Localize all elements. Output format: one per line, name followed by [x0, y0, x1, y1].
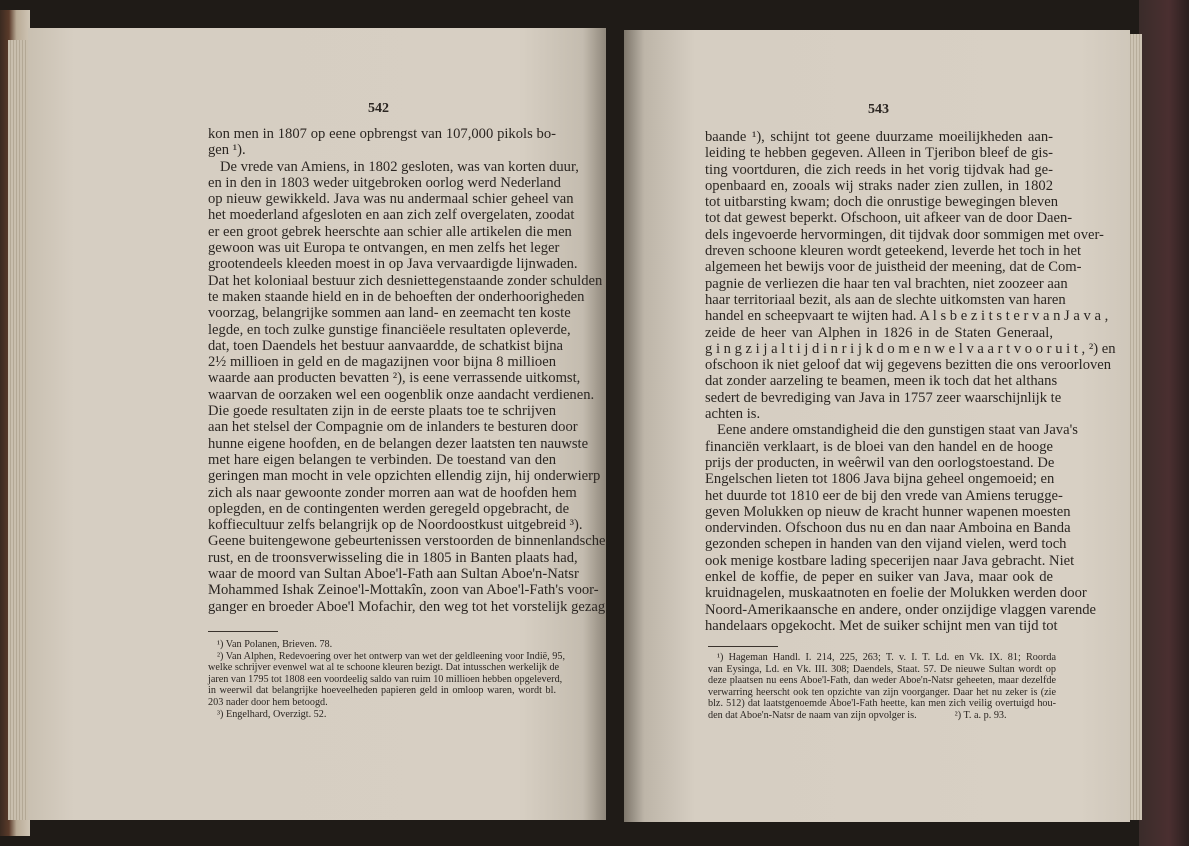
text-line: gezonden schepen in handen van den vijand vielen, werd toch: [705, 536, 1067, 553]
text-line: voorzag, belangrijke sommen aan land- en zeemacht ten koste: [208, 305, 571, 322]
text-line: ting voortduren, die zich reeds in het vorig tijdvak had ge-: [705, 161, 1053, 178]
footnote-rule-left: [208, 631, 278, 632]
text-line: Mohammed Ishak Zeinoe'l-Mottakîn, zoon van Aboe'l-Fath's voor-: [208, 582, 599, 599]
footnote-line: [708, 652, 1056, 664]
footnote-text: ¹) Hageman Handl. I. 214, 225, 263; T. v. I. T. Ld. en Vk. IX. 81; Roorda: [717, 652, 1056, 663]
text-line: dat zonder aarzeling te beamen, meen ik toch dat het althans: [705, 373, 1058, 390]
text-line: legde, en toch zulke gunstige financiëele resultaten opleverde,: [208, 321, 571, 338]
footnote-line: [208, 673, 563, 686]
footnote-text: in weerwil dat belangrijke hoeveelheden papieren geld in omloop waren, wordt bl.: [208, 685, 556, 697]
text-line: er een groot gebrek heerschte aan schier alle artikelen die men: [208, 223, 572, 240]
text-line: Eene andere omstandigheid die den gunstigen staat van Java's: [717, 422, 1078, 439]
text-line: waar de moord van Sultan Aboe'l-Fath aan Sultan Aboe'n-Natsr: [208, 566, 579, 583]
text-line: financiën verklaart, is de bloei van den handel en de hooge: [705, 438, 1053, 455]
footnote-text: jaren van 1795 tot 1808 een voordeelig saldo van ruim 10 millioen hebben opgeleverd,: [208, 673, 563, 685]
text-line: waarvan de oorzaken wel een oogenblik onze aandacht verdienen.: [208, 386, 595, 403]
text-line: tot uitbarsting kwam; doch die onrustige bewegingen bleven: [705, 194, 1059, 211]
footnote-text: van Eysinga, Ld. en Vk. III. 308; Daendels, Staat. 57. De nieuwe Sultan wordt op: [708, 663, 1056, 675]
text-line: oplegden, en de contingenten werden geregeld opgebracht, de: [208, 500, 570, 517]
text-line: het duurde tot 1810 eer de bij den vrede van Amiens terugge-: [705, 487, 1063, 504]
footnote-line: [208, 639, 556, 651]
text-line: Noord-Amerikaansche en andere, onder onzijdige vlaggen varende: [705, 601, 1097, 618]
text-line: handelaars opgekocht. Met de suiker schijnt men van tijd tot: [705, 617, 1058, 634]
text-line: Die goede resultaten zijn in de eerste plaats toe te schrijven: [208, 403, 556, 420]
book-cover-right: [1139, 0, 1189, 846]
text-line: ofschoon ik niet geloof dat wij gegevens bezitten die ons veroorloven: [705, 357, 1112, 374]
text-line: Dat het koloniaal bestuur zich desniettegenstaande zonder schulden: [208, 272, 603, 289]
footnote-text: verwarring heerscht ook ten opzichte van zijn voorganger. Daar het nu zeker is (zie: [708, 686, 1056, 698]
text-line: kruidnagelen, muskaatnoten en foelie der Molukken werden door: [705, 585, 1087, 602]
text-line: ganger en broeder Aboe'l Mofachir, den weg tot het vorstelijk gezag: [208, 598, 606, 615]
footnote-line: [208, 650, 566, 663]
text-line: op nieuw gewikkeld. Java was nu andermaal schier geheel van: [208, 191, 574, 208]
text-line: met hare eigen belangen te verbinden. De toestand van den: [208, 451, 556, 468]
footnote-text: blz. 512) dat laatstgenoemde Aboe'l-Fath heette, kan men zich veilig overtuigd hou-: [708, 698, 1056, 710]
text-line: het moederland afgesloten en aan zich zelf overgelaten, zoodat: [208, 207, 575, 224]
text-line: baande ¹), schijnt tot geene duurzame moeilijkheden aan-: [705, 129, 1053, 145]
footnote-rule-right: [708, 646, 778, 647]
page-number-right: 543: [868, 102, 889, 117]
text-line: achten is.: [705, 406, 761, 423]
text-line: Engelschen lieten tot 1806 Java bijna geheel ongemoeid; en: [705, 471, 1055, 488]
footnote-text: welke schrijver evenwel wat al te schoone kleuren bezigt. Dat intusschen werkelijk de: [208, 662, 560, 674]
footnote-line: [708, 698, 1056, 710]
text-line: g i n g z i j a l t i j d i n r i j k d o m e n w e l v a a r t v o o r u i t , ²) en: [705, 340, 1116, 357]
footnote-text: den dat Aboe'n-Natsr de naam van zijn opvolger is.: [708, 709, 917, 721]
text-line: en in den in 1803 weder uitgebroken oorlog werd Nederland: [208, 174, 561, 191]
text-line: ook menige kostbare lading specerijen naar Java gebracht. Niet: [705, 552, 1075, 569]
footnote-line: [208, 662, 560, 674]
text-line: De vrede van Amiens, in 1802 gesloten, was van korten duur,: [220, 158, 579, 175]
text-line: enkel de koffie, de peper en suiker van Java, maar ook de: [705, 569, 1053, 586]
text-line: zeide de heer van Alphen in 1826 in de Staten Generaal,: [705, 324, 1053, 341]
text-line: geven Molukken op nieuw de kracht hunner wapenen moesten: [705, 503, 1071, 520]
text-line: dat, toen Daendels het bestuur aanvaardde, de schatkist bijna: [208, 337, 563, 354]
text-line: hunne eigene hoofden, en de belangen dezer laatsten ten nauwste: [208, 435, 589, 452]
text-line: ondervinden. Ofschoon dus nu en dan naar Amboina en Banda: [705, 520, 1071, 537]
text-line: grootendeels kleeden moest in op Java vervaardigde lijnwaden.: [208, 256, 578, 273]
footnotes-left: [208, 639, 566, 720]
footnotes-right: [708, 652, 1056, 722]
page-stack-left: [8, 40, 30, 820]
footnote-line: [708, 687, 1056, 699]
text-line: koffiecultuur zelfs belangrijk op de Noordoostkust uitgebreid ³).: [208, 517, 583, 534]
text-line: openbaard en, zooals wij straks nader zien zullen, in 1802: [705, 177, 1053, 194]
text-line: gewoon was uit Europa te ontvangen, en men zelfs het leger: [208, 240, 560, 257]
text-line: prijs der producten, in weêrwil van den oorlogstoestand. De: [705, 454, 1055, 471]
text-line: waarde aan producten bevatten ²), is eene verrassende uitkomst,: [208, 370, 581, 387]
text-line: geringen man mocht in vele opzichten ellendig zijn, hij onderwierp: [208, 468, 601, 485]
footnote-text: deze plaatsen nu eens Aboe'l-Fath, dan weder Aboe'n-Natsr geheeten, maar dezelfde: [708, 675, 1056, 687]
page-body-left: [208, 126, 606, 615]
footnote-line: [708, 675, 1056, 687]
footnote-text: ²) Van Alphen, Redevoering over het ontwerp van wet der geldleening voor Indië, 95,: [217, 650, 566, 662]
text-line: haar territoriaal bezit, als aan de slechte uitkomsten van haren: [705, 291, 1066, 308]
text-line: handel en scheepvaart te wijten had. A l s b e z i t s t e r v a n J a v a ,: [705, 308, 1109, 325]
footnote-text: ³) Engelhard, Overzigt. 52.: [217, 708, 327, 720]
text-line: Geene buitengewone gebeurtenissen verstoorden de binnenlandsche: [208, 533, 606, 550]
text-line: te maken staande hield en in de behoeften der onderhoorigheden: [208, 288, 585, 305]
page-number-left: 542: [368, 101, 389, 116]
footnote-text: 203 nader door hem betoogd.: [208, 696, 328, 708]
footnote-line: [208, 697, 556, 709]
text-line: 2½ millioen in geld en de magazijnen voor bijna 8 millioen: [208, 354, 556, 371]
text-line: gen ¹).: [208, 142, 246, 159]
text-line: tot dat gewest beperkt. Ofschoon, uit afkeer van de door Daen-: [705, 210, 1073, 227]
text-line: aan het stelsel der Compagnie om de inlanders te besturen door: [208, 419, 578, 436]
footnote-line: [208, 709, 556, 721]
text-line: leiding te hebben gegeven. Alleen in Tjeribon bleef de gis-: [705, 145, 1053, 162]
footnote-text: ¹) Van Polanen, Brieven. 78.: [217, 639, 333, 650]
text-line: algemeen het bewijs voor de juistheid der meening, dat de Com-: [705, 259, 1082, 276]
text-line: sedert de bevrediging van Java in 1757 zeer waarschijnlijk te: [705, 389, 1062, 406]
text-line: pagnie de verliezen die haar ten val brachten, niet zoozeer aan: [705, 275, 1068, 292]
text-line: dels ingevoerde hervormingen, dit tijdvak door sommigen met over-: [705, 226, 1104, 243]
text-line: kon men in 1807 op eene opbrengst van 107,000 pikols bo-: [208, 126, 556, 142]
text-line: rust, en de troonsverwisseling die in 1805 in Banten plaats had,: [208, 549, 578, 566]
footnote-line: [208, 685, 556, 697]
text-line: dreven schoone kleuren wordt geteekend, leverde het toch in het: [705, 243, 1082, 260]
footnote-line: [708, 664, 1056, 676]
text-line: zich als naar gewoonte zonder morren aan wat de hoofden hem: [208, 484, 577, 501]
page-body-right: [705, 129, 1116, 634]
footnote-text: ²) T. a. p. 93.: [954, 709, 1007, 721]
footnote-line: [708, 710, 1056, 722]
page-stack-right: [1128, 34, 1142, 820]
